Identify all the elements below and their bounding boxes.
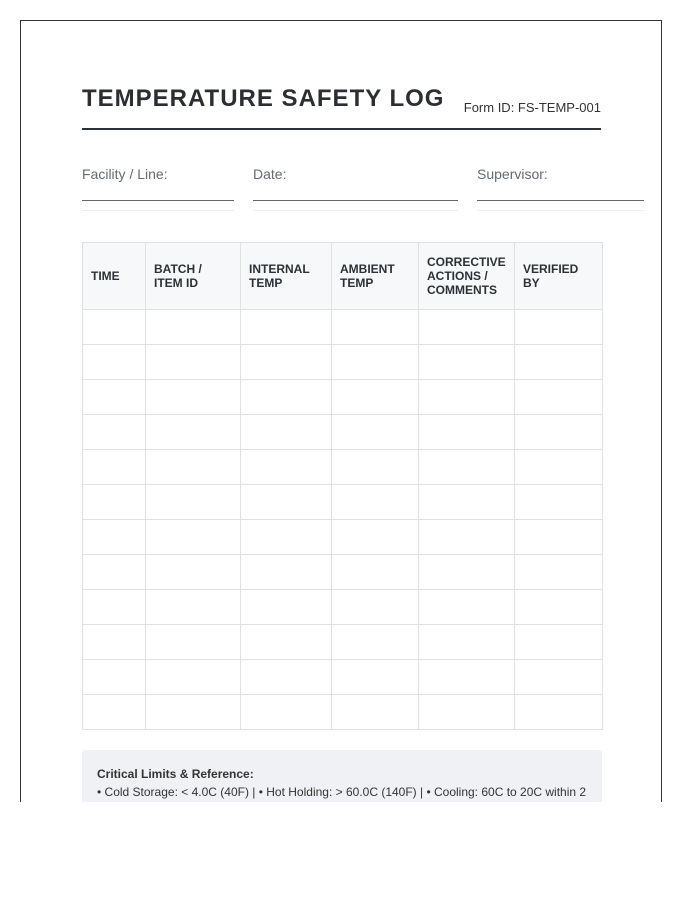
facility-guide-line (82, 210, 234, 211)
table-cell[interactable] (146, 345, 241, 380)
table-cell[interactable] (419, 625, 515, 660)
table-cell[interactable] (241, 695, 332, 730)
table-row (83, 415, 603, 450)
table-cell[interactable] (146, 310, 241, 345)
table-cell[interactable] (146, 590, 241, 625)
supervisor-guide-line (477, 210, 644, 211)
table-cell[interactable] (241, 450, 332, 485)
table-cell[interactable] (419, 380, 515, 415)
col-verified-by: VERIFIED BY (515, 243, 603, 310)
table-cell[interactable] (332, 450, 419, 485)
table-cell[interactable] (515, 310, 603, 345)
table-cell[interactable] (241, 310, 332, 345)
table-cell[interactable] (419, 660, 515, 695)
table-cell[interactable] (419, 520, 515, 555)
col-internal-temp: INTERNAL TEMP (241, 243, 332, 310)
table-cell[interactable] (241, 555, 332, 590)
table-cell[interactable] (241, 415, 332, 450)
table-cell[interactable] (419, 345, 515, 380)
critical-limits-reference (82, 750, 602, 802)
col-batch-item-id: BATCH / ITEM ID (146, 243, 241, 310)
table-cell[interactable] (241, 520, 332, 555)
table-cell[interactable] (146, 625, 241, 660)
table-cell[interactable] (83, 415, 146, 450)
table-row (83, 380, 603, 415)
supervisor-input-line[interactable] (477, 200, 644, 201)
table-cell[interactable] (419, 590, 515, 625)
reference-title: Critical Limits & Reference: (97, 767, 254, 781)
table-cell[interactable] (332, 625, 419, 660)
table-row (83, 660, 603, 695)
table-cell[interactable] (83, 555, 146, 590)
table-cell[interactable] (241, 380, 332, 415)
table-cell[interactable] (419, 695, 515, 730)
table-cell[interactable] (83, 450, 146, 485)
table-row (83, 345, 603, 380)
table-cell[interactable] (332, 695, 419, 730)
table-cell[interactable] (83, 485, 146, 520)
table-cell[interactable] (419, 450, 515, 485)
table-cell[interactable] (83, 380, 146, 415)
table-cell[interactable] (332, 415, 419, 450)
col-ambient-temp: AMBIENT TEMP (332, 243, 419, 310)
table-cell[interactable] (83, 345, 146, 380)
table-cell[interactable] (146, 555, 241, 590)
table-cell[interactable] (146, 660, 241, 695)
facility-input-line[interactable] (82, 200, 234, 201)
table-header-row (83, 243, 603, 310)
table-cell[interactable] (241, 625, 332, 660)
table-cell[interactable] (146, 415, 241, 450)
table-cell[interactable] (332, 380, 419, 415)
reference-text: • Cold Storage: < 4.0C (40F) | • Hot Holding: > 60.0C (140F) | • Cooling: 60C to 20C within 2 (97, 785, 587, 799)
table-row (83, 555, 603, 590)
form-fields (82, 166, 644, 206)
supervisor-field[interactable] (477, 166, 644, 182)
table-cell[interactable] (146, 695, 241, 730)
table-row (83, 695, 603, 730)
date-field[interactable] (253, 166, 458, 182)
table-cell[interactable] (515, 555, 603, 590)
table-cell[interactable] (515, 415, 603, 450)
table-cell[interactable] (83, 625, 146, 660)
form-header (82, 85, 601, 130)
table-cell[interactable] (515, 485, 603, 520)
table-cell[interactable] (419, 310, 515, 345)
col-corrective-actions: CORRECTIVE ACTIONS / COMMENTS (419, 243, 515, 310)
table-cell[interactable] (83, 660, 146, 695)
table-cell[interactable] (419, 555, 515, 590)
table-cell[interactable] (83, 520, 146, 555)
table-cell[interactable] (515, 345, 603, 380)
table-cell[interactable] (419, 485, 515, 520)
table-row (83, 520, 603, 555)
facility-field[interactable] (82, 166, 234, 182)
table-cell[interactable] (332, 520, 419, 555)
table-row (83, 310, 603, 345)
table-cell[interactable] (515, 450, 603, 485)
temperature-log-table (82, 242, 603, 730)
facility-label: Facility / Line: (82, 166, 168, 182)
table-row (83, 485, 603, 520)
table-cell[interactable] (419, 415, 515, 450)
table-cell[interactable] (515, 590, 603, 625)
table-row (83, 625, 603, 660)
log-sheet-page (20, 20, 662, 802)
table-cell[interactable] (332, 590, 419, 625)
date-guide-line (253, 210, 458, 211)
table-cell[interactable] (241, 660, 332, 695)
table-row (83, 590, 603, 625)
table-cell[interactable] (332, 555, 419, 590)
date-input-line[interactable] (253, 200, 458, 201)
table-cell[interactable] (241, 590, 332, 625)
table-row (83, 450, 603, 485)
table-cell[interactable] (83, 695, 146, 730)
form-id: Form ID: FS-TEMP-001 (463, 100, 601, 115)
table-cell[interactable] (515, 520, 603, 555)
table-cell[interactable] (146, 520, 241, 555)
supervisor-label: Supervisor: (477, 166, 548, 182)
table-cell[interactable] (146, 485, 241, 520)
col-time: TIME (83, 243, 146, 310)
table-cell[interactable] (332, 310, 419, 345)
table-cell[interactable] (83, 590, 146, 625)
table-cell[interactable] (515, 625, 603, 660)
table-cell[interactable] (332, 660, 419, 695)
date-label: Date: (253, 166, 287, 182)
table-cell[interactable] (241, 345, 332, 380)
table-cell[interactable] (241, 485, 332, 520)
table-cell[interactable] (332, 485, 419, 520)
page-title: TEMPERATURE SAFETY LOG (82, 85, 445, 112)
table-cell[interactable] (332, 345, 419, 380)
table-cell[interactable] (83, 310, 146, 345)
table-cell[interactable] (515, 695, 603, 730)
table-cell[interactable] (515, 660, 603, 695)
table-cell[interactable] (146, 380, 241, 415)
table-body (83, 310, 603, 730)
table-cell[interactable] (146, 450, 241, 485)
table-cell[interactable] (515, 380, 603, 415)
